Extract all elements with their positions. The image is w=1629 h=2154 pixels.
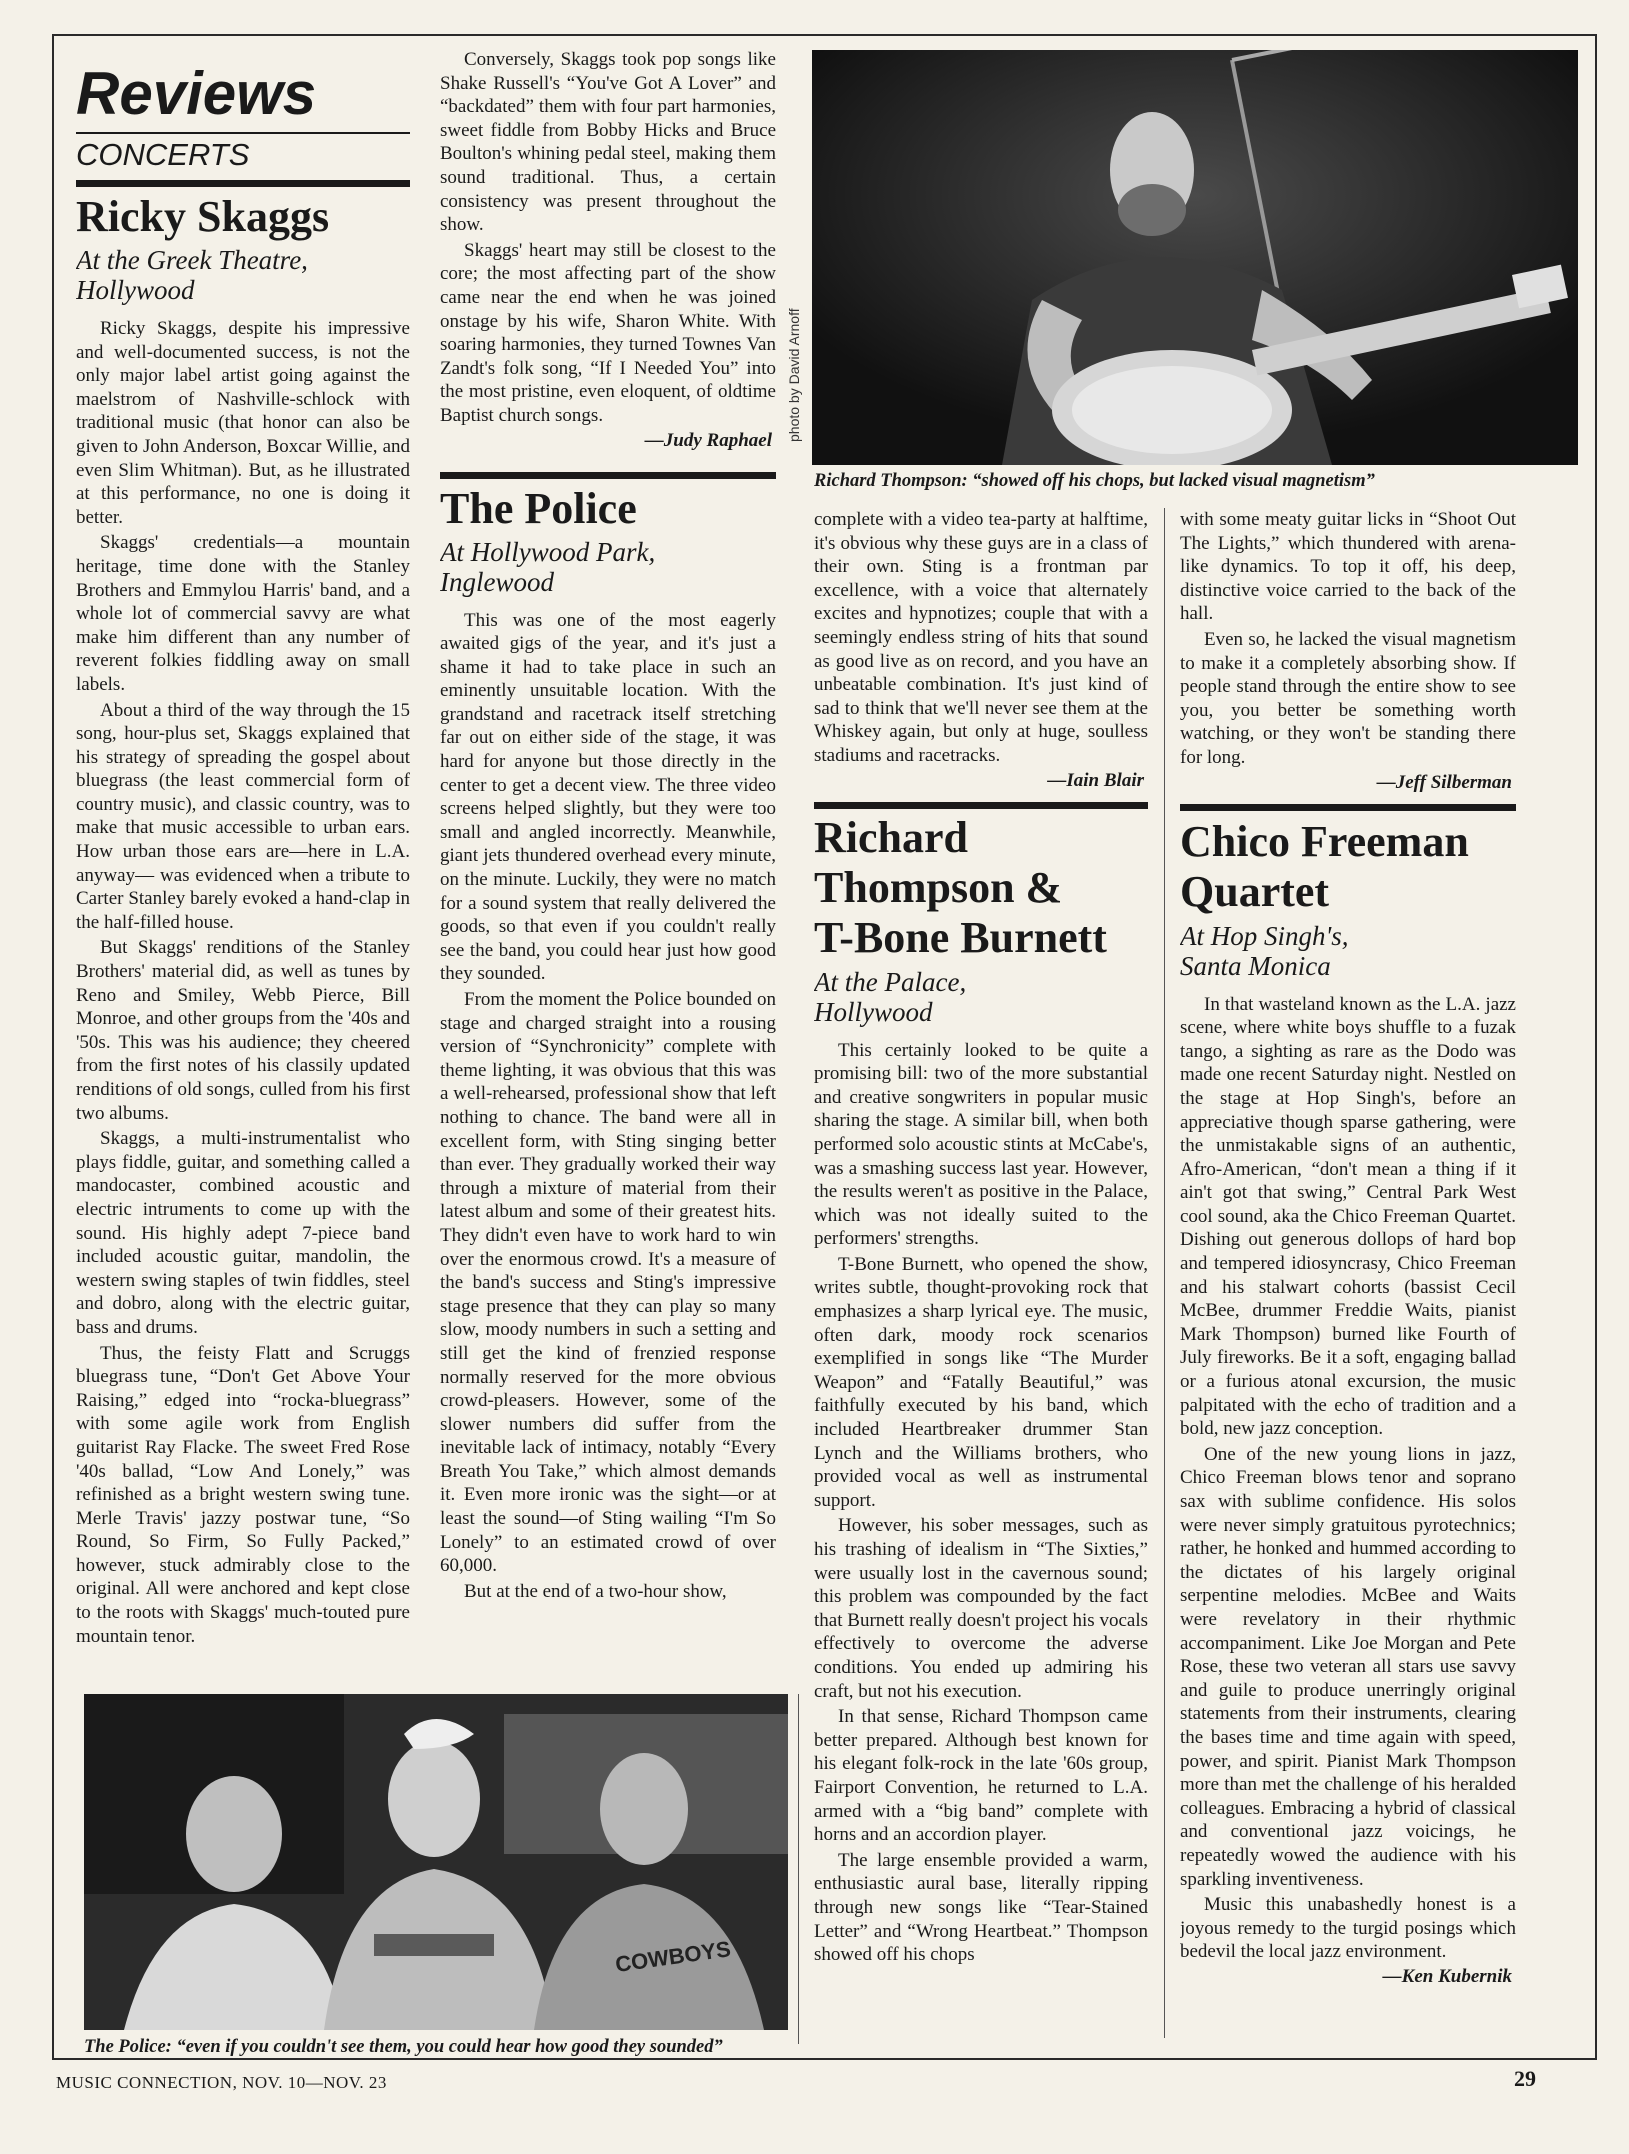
band-illustration — [84, 1694, 788, 2030]
freeman-byline: —Ken Kubernik — [1382, 1965, 1512, 1987]
skaggs-paragraph: But Skaggs' renditions of the Stanley Brothers' material did, as well as tunes by Reno and Smiley, Webb Pierce, Bill Monroe, and other groups from the '40s and '50s. This was his audience; they cheered from the first notes of his classily updated renditions of old songs, culled from his first two albums. — [76, 937, 410, 1124]
police-title: The Police — [440, 483, 637, 533]
freeman-venue — [1180, 921, 1516, 981]
thompson-paragraph: T-Bone Burnett, who opened the show, writes subtle, thought-provoking rock that emphasizes a sharp lyrical eye. The music, often dark, moody rock scenarios exemplified in songs like “The Murder Weapon” and “Fatally Beautiful,” was faithfully executed by his band, which included Heartbreaker drummer Stan Lynch and the Williams brothers, who provided vocal as well as instrumental support. — [814, 1253, 1148, 1511]
police-paragraph: complete with a video tea-party at halftime, it's obvious why these guys are in a class of their own. Sting is a frontman par excellence, with a voice that alternately excites and hypnotizes; couple that with a seemingly endless string of hits that sound as good live as on record, and you have an unbeatable combination. It's just kind of sad to think that we'll never see them at the Whiskey again, but only at huge, soulless stadiums and racetracks. — [814, 509, 1148, 766]
police-photo-caption: The Police: “even if you couldn't see them, you could hear how good they sounded” — [84, 2037, 723, 2057]
police-paragraph: This was one of the most eagerly awaited gigs of the year, and it's just a shame it had to take place in such an eminently unsuitable location. With the grandstand and racetrack itself stretching far out on either side of the stage, it was hard for anyone but those directly in the center to get a decent view. The three video screens helped slightly, but they were too small and angled incorrectly. Meanwhile, giant jets thundered overhead every minute, on the minute. Luckily, they were no match for a sound system that really delivered the goods, so that even if you couldn't really see the band, you could hear just how good they sounded. — [440, 609, 776, 985]
thompson-title-line2: Thompson & — [814, 862, 1063, 912]
section-rule — [76, 132, 410, 134]
article-rule — [440, 472, 776, 479]
article-rule — [76, 180, 410, 187]
thompson-byline: —Jeff Silberman — [1376, 771, 1512, 793]
skaggs-paragraph: Thus, the feisty Flatt and Scruggs bluegrass tune, “Don't Get Above Your Raising,” edged into “rocka-bluegrass” with some agile work from English guitarist Ray Flacke. The sweet Fred Rose '40s ballad, “Low And Lonely,” was refinished as a bright western swing tune. Merle Travis' jazzy postwar tune, “So Round, So Firm, So Fully Packed,” however, stuck admirably close to the original. All were anchored and kept close to the roots with Skaggs' much-touted pure mountain tenor. — [76, 1342, 410, 1647]
thompson-paragraph: This certainly looked to be quite a promising bill: two of the more substantial and creative songwriters in popular music sharing the stage. A similar bill, when both performed solo acoustic stints at McCabe's, was a smashing success last year. However, the results weren't as positive in the Palace, which was not ideally suited to the performers' strengths. — [814, 1039, 1148, 1250]
shirt-text: COWBOYS — [613, 1936, 733, 1978]
thompson-title — [814, 813, 1148, 963]
subsection-title: CONCERTS — [76, 137, 250, 172]
freeman-paragraph: One of the new young lions in jazz, Chico Freeman blows tenor and soprano sax with sublime confidence. His solos were never simply gratuitous pyrotechnics; rather, he honked and hummed according to the dictates of his largely original serpentine melodies. McBee and Waits were revelatory in their rhythmic accompaniment. Like Joe Morgan and Pete Rose, these two veteran all stars use savvy and guile to produce unerringly original statements from their instruments, clearing the bases time and time again with speed, power, and spirit. Pianist Mark Thompson more than met the challenge of his heralded colleagues. Embracing a hybrid of classical and conventional jazz voicings, he repeatedly wowed the audience with his sparkling inventiveness. — [1180, 1443, 1516, 1890]
police-paragraph: But at the end of a two-hour show, — [464, 1580, 727, 1602]
thompson-venue-line2: Hollywood — [814, 996, 933, 1027]
freeman-title-line2: Quartet — [1180, 866, 1330, 916]
police-photo — [84, 1694, 788, 2030]
thompson-paragraph: The large ensemble provided a warm, enthusiastic aural base, literally ripping through new songs like “Tear-Stained Letter” and “Wrong Heartbeat.” Thompson showed off his chops — [814, 1849, 1148, 1966]
skaggs-venue — [76, 245, 410, 305]
skaggs-title: Ricky Skaggs — [76, 192, 330, 241]
column-2 — [440, 48, 776, 1668]
thompson-venue — [814, 967, 1148, 1027]
thompson-title-line3: T-Bone Burnett — [814, 912, 1107, 962]
column-4 — [1180, 508, 1516, 2058]
freeman-paragraph: In that wasteland known as the L.A. jazz scene, where white boys shuffle to a fuzak tango, a sighting as rare as the Dodo was made one recent Saturday night. Nestled on the stage at Hop Singh's, before an appreciative though sparse gathering, were the unmistakable signs of an authentic, Afro-American, “don't mean a thing if it ain't got that swing,” Central Park West cool sound, aka the Chico Freeman Quartet. Dishing out generous dollops of hard bop and tempered idiosyncrasy, Chico Freeman and his stalwart cohorts (bassist Cecil McBee, drummer Freddie Waits, pianist Mark Thompson) burned like Fourth of July fireworks. Be it a soft, engaging ballad or a furious atonal excursion, the music palpitated with the echo of tradition and a bold, new jazz conception. — [1180, 993, 1516, 1440]
column-divider — [798, 1694, 799, 2044]
skaggs-paragraph: Ricky Skaggs, despite his impressive and well-documented success, is not the only major label artist going against the maelstrom of Nashville-schlock with traditional music (that honor can also be given to John Anderson, Boxcar Willie, and even Slim Whitman). But, as he illustrated at this performance, no one is doing it better. — [76, 318, 410, 528]
thompson-photo-caption: Richard Thompson: “showed off his chops, but lacked visual magnetism” — [814, 471, 1375, 491]
column-divider — [1164, 508, 1165, 2038]
thompson-paragraph: In that sense, Richard Thompson came better prepared. Although best known for his elegant folk-rock in the late '60s group, Fairport Convention, he returned to L.A. armed with a “big band” complete with horns and an accordion player. — [814, 1706, 1148, 1846]
guitarist-illustration — [812, 50, 1578, 465]
section-title: Reviews — [76, 62, 317, 127]
skaggs-paragraph: About a third of the way through the 15 song, hour-plus set, Skaggs explained that his strategy of spreading the gospel about bluegrass (the least commercial form of country music), and classic country, was to make that music accessible to urban ears. How urban those ears are—here in L.A. anyway— was evidenced when a tribute to Carter Stanley barely evoked a hand-clap in the half-filled house. — [76, 699, 410, 933]
freeman-venue-line1: At Hop Singh's, — [1180, 920, 1349, 951]
thompson-paragraph: However, his sober messages, such as his trashing of idealism in “The Sixties,” were usually lost in the cavernous sound; this problem was compounded by the fact that Burnett really doesn't project his vocals effectively to overcome the adverse conditions. You ended up admiring his craft, but not his execution. — [814, 1515, 1148, 1702]
skaggs-paragraph: Conversely, Skaggs took pop songs like Shake Russell's “You've Got A Lover” and “backdated” them with four part harmonies, sweet fiddle from Bobby Hicks and Bruce Boulton's whining pedal steel, making them sound traditional. Thus, a certain consistency was present throughout the show. — [440, 49, 776, 236]
article-rule — [1180, 804, 1516, 811]
police-venue-line2: Inglewood — [440, 566, 554, 597]
thompson-paragraph: Even so, he lacked the visual magnetism to make it a completely absorbing show. If people stand through the entire show to see you, you better be something worth watching, or they won't be standing there for long. — [1180, 628, 1516, 768]
thompson-venue-line1: At the Palace, — [814, 966, 967, 997]
skaggs-paragraph: Skaggs' credentials—a mountain heritage, time done with the Stanley Brothers and Emmylou Harris' band, and a whole lot of commercial savvy are what make him different than any number of reverent folkies fiddling away on small labels. — [76, 532, 410, 695]
police-venue — [440, 537, 776, 597]
column-1 — [76, 62, 410, 1682]
police-paragraph: From the moment the Police bounded on stage and charged straight into a rousing version of “Synchronicity” complete with theme lighting, it was obvious that this was a well-rehearsed, professional show that left nothing to chance. The band were all in excellent form, with Sting singing better than ever. They gradually worked their way through a mixture of material from their latest album and some of their greatest hits. They didn't even have to work hard to win over the enormous crowd. It's a measure of the band's success and Sting's impressive stage presence that they can play so many slow, moody numbers in such a setting and still get the kind of frenzied response normally reserved for the more obvious crowd-pleasers. However, some of the slower numbers did suffer from the inevitable lack of intimacy, notably “Every Breath You Take,” which almost demands it. Even more ironic was the sight—or at least the sound—of Sting wailing “I'm So Lonely” to an estimated crowd of over 60,000. — [440, 989, 776, 1577]
thompson-title-line1: Richard — [814, 812, 968, 862]
photo-credit: photo by David Arnoff — [786, 308, 802, 442]
page-number: 29 — [1514, 2066, 1536, 2091]
freeman-paragraph: Music this unabashedly honest is a joyous remedy to the turgid posings which bedevil the local jazz environment. — [1180, 1894, 1516, 1963]
skaggs-venue-line2: Hollywood — [76, 275, 195, 305]
skaggs-paragraph: Skaggs, a multi-instrumentalist who plays fiddle, guitar, and something called a mandocaster, combined acoustic and electric intruments to come up with the sound. His highly adept 7-piece band included acoustic guitar, mandolin, the western swing staples of twin fiddles, steel and dobro, along with the electric guitar, bass and drums. — [76, 1128, 410, 1338]
freeman-venue-line2: Santa Monica — [1180, 950, 1331, 981]
police-byline: —Iain Blair — [1047, 769, 1144, 791]
thompson-paragraph: with some meaty guitar licks in “Shoot Out The Lights,” which thundered with arena-like dynamics. To top it off, his deep, distinctive voice carried to the back of the hall. — [1180, 509, 1516, 625]
skaggs-paragraph: Skaggs' heart may still be closest to the core; the most affecting part of the show came near the end when he was joined onstage by his wife, Sharon White. With soaring harmonies, they turned Townes Van Zandt's folk song, “If I Needed You” into the most pristine, even eloquent, of oldtime Baptist church songs. — [440, 239, 776, 426]
publication-footer: MUSIC CONNECTION, NOV. 10—NOV. 23 — [56, 2073, 387, 2092]
article-rule — [814, 802, 1148, 809]
skaggs-byline: —Judy Raphael — [644, 429, 772, 451]
freeman-title-line1: Chico Freeman — [1180, 816, 1469, 866]
skaggs-venue-line1: At the Greek Theatre, — [76, 245, 308, 275]
freeman-title — [1180, 817, 1516, 917]
column-3 — [814, 508, 1148, 2058]
thompson-photo — [812, 50, 1578, 465]
police-venue-line1: At Hollywood Park, — [440, 536, 656, 567]
